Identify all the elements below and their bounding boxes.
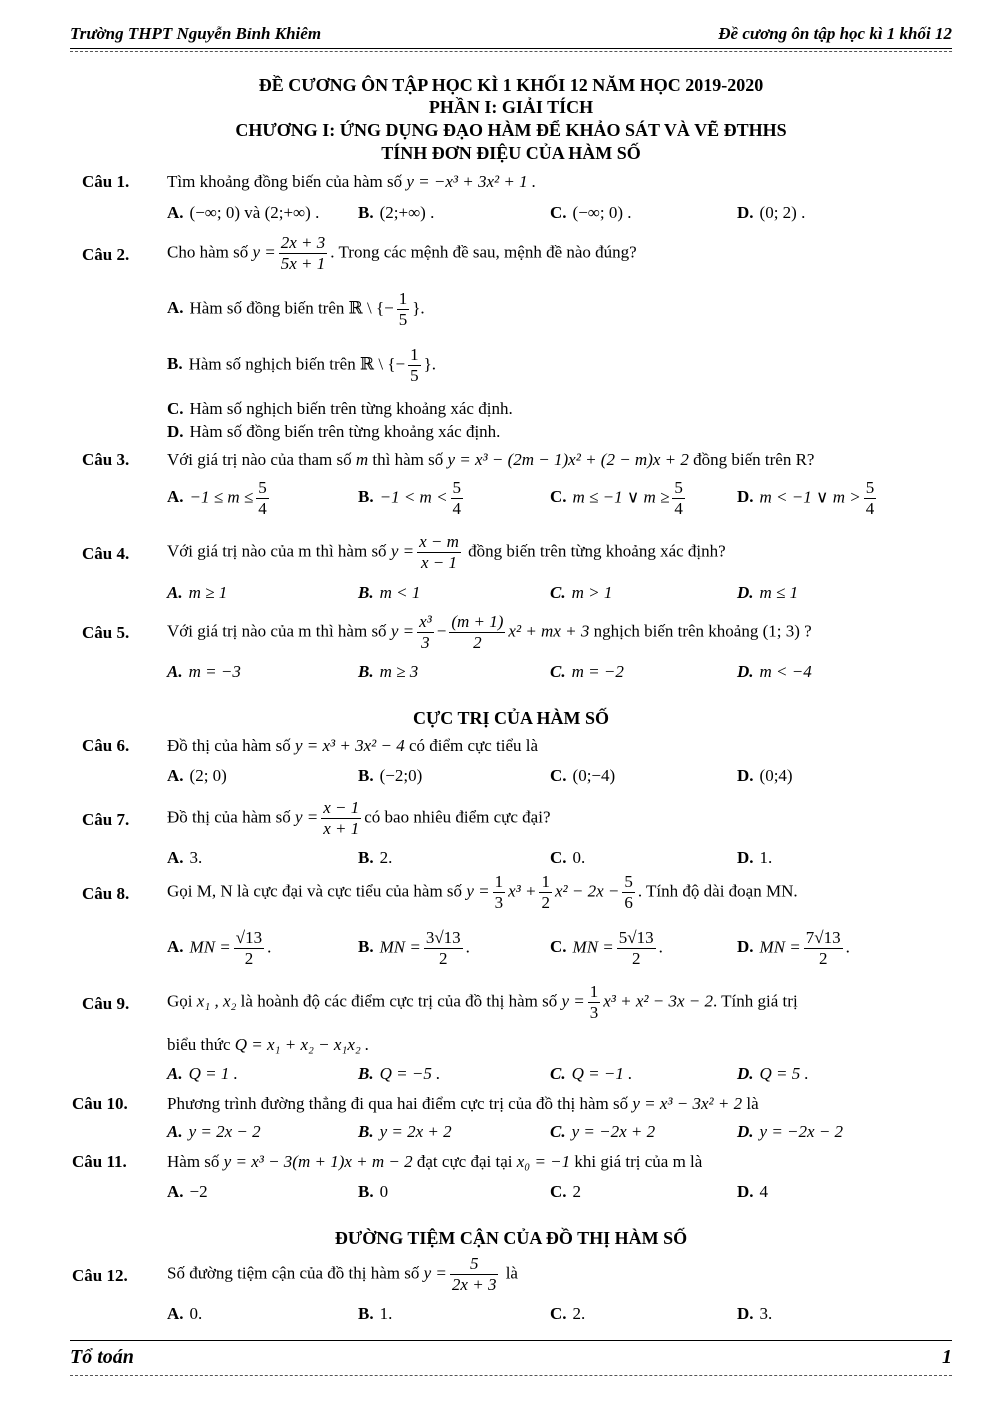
option-a[interactable]: A. −1 ≤ m ≤ $\frac{5}{4}$ (167, 478, 267, 518)
option-d[interactable]: D. 1. (737, 848, 773, 867)
option-b[interactable]: B. y = 2x + 2 (358, 1122, 452, 1141)
option-c[interactable]: C. m ≤ −1 ∨ m ≥ $\frac{5}{4}$ (550, 478, 683, 518)
option-b[interactable]: B. m ≥ 3 (358, 662, 419, 681)
fraction: $\frac{2x + 3}{5x + 1}$ (280, 233, 326, 273)
footer-divider (70, 1340, 952, 1341)
option-d[interactable]: D. m ≤ 1 (737, 583, 799, 602)
option-b[interactable]: B. −1 < m < $\frac{5}{4}$ (358, 478, 462, 518)
question-text: Tìm khoảng đồng biến của hàm số (167, 172, 403, 191)
option-d[interactable]: D. m < −4 (737, 662, 812, 681)
option-b[interactable]: B. Q = −5 . (358, 1064, 441, 1083)
question-number: Câu 4. (82, 544, 130, 563)
option-b[interactable]: B. 2. (358, 848, 393, 867)
option-d[interactable]: D. (0; 2) . (737, 203, 806, 222)
option-b[interactable]: B. (−2;0) (358, 766, 423, 785)
option-b[interactable]: B. (2;+∞) . (358, 203, 435, 222)
question-number: Câu 10. (72, 1094, 128, 1113)
option-d[interactable]: D. (0;4) (737, 766, 793, 785)
option-a[interactable]: A. y = 2x − 2 (167, 1122, 261, 1141)
question-number: Câu 5. (82, 623, 130, 642)
option-c[interactable]: C. Hàm số nghịch biến trên từng khoảng xác định. (167, 399, 513, 418)
option-d[interactable]: D. 3. (737, 1304, 773, 1323)
option-a[interactable]: A. (−∞; 0) và (2;+∞) . (167, 203, 320, 222)
option-a[interactable]: A. −2 (167, 1182, 208, 1201)
question-number: Câu 9. (82, 994, 130, 1013)
section-title-monotonic: TÍNH ĐƠN ĐIỆU CỦA HÀM SỐ (381, 143, 641, 163)
formula: y = −x³ + 3x² + 1 . (406, 172, 537, 191)
option-c[interactable]: C. Q = −1 . (550, 1064, 633, 1083)
option-a[interactable]: A. m = −3 (167, 662, 241, 681)
option-a[interactable]: A. (2; 0) (167, 766, 227, 785)
page-header (70, 24, 952, 49)
school-name: Trường THPT Nguyễn Bỉnh Khiêm (70, 24, 322, 43)
question-number: Câu 3. (82, 450, 130, 469)
option-b[interactable]: B. 1. (358, 1304, 393, 1323)
option-a[interactable]: A. m ≥ 1 (167, 583, 228, 602)
option-d[interactable]: D. m < −1 ∨ m > $\frac{5}{4}$ (737, 478, 875, 518)
part-title: PHẦN I: GIẢI TÍCH (428, 97, 594, 117)
option-c[interactable]: C. (−∞; 0) . (550, 203, 632, 222)
footer-dashed-line (70, 1375, 952, 1376)
option-c[interactable]: C. (0;−4) (550, 766, 616, 785)
option-c[interactable]: C. 0. (550, 848, 586, 867)
page-number: 1 (942, 1346, 952, 1368)
option-c[interactable]: C. m = −2 (550, 662, 624, 681)
option-c[interactable]: C. 2. (550, 1304, 586, 1323)
header-divider (70, 51, 952, 52)
option-c[interactable]: C. MN = $\frac{5√13}{2}$ . (550, 928, 663, 968)
chapter-title: CHƯƠNG I: ỨNG DỤNG ĐẠO HÀM ĐỂ KHẢO SÁT VÀ VẼ ĐTHHS (235, 120, 787, 140)
option-d[interactable]: D. Q = 5 . (737, 1064, 809, 1083)
option-c[interactable]: C. m > 1 (550, 583, 613, 602)
option-a[interactable]: A. Q = 1 . (167, 1064, 238, 1083)
option-a[interactable]: A. Hàm số đồng biến trên ℝ \ {− $\frac{1}{5}$ }. (167, 289, 425, 329)
question-number: Câu 8. (82, 884, 130, 903)
option-a[interactable]: A. 3. (167, 848, 203, 867)
option-a[interactable]: A. 0. (167, 1304, 203, 1323)
doc-title: ĐỀ CƯƠNG ÔN TẬP HỌC KÌ 1 KHỐI 12 NĂM HỌC 2019-2020 (258, 75, 764, 95)
question-number: Câu 6. (82, 736, 130, 755)
option-b[interactable]: B. Hàm số nghịch biến trên ℝ \ {− $\frac{1}{5}$ }. (167, 345, 437, 385)
question-number: Câu 2. (82, 245, 130, 264)
option-b[interactable]: B. 0 (358, 1182, 389, 1201)
question-number: Câu 1. (82, 172, 130, 191)
option-b[interactable]: B. m < 1 (358, 583, 421, 602)
option-c[interactable]: C. 2 (550, 1182, 582, 1201)
section-title-asymptotes: ĐƯỜNG TIỆM CẬN CỦA ĐỒ THỊ HÀM SỐ (334, 1228, 688, 1248)
option-d[interactable]: D. 4 (737, 1182, 769, 1201)
question-number: Câu 11. (72, 1152, 127, 1171)
option-d[interactable]: D. MN = $\frac{7√13}{2}$ . (737, 928, 850, 968)
option-d[interactable]: D. y = −2x − 2 (737, 1122, 844, 1141)
department-name: Tổ toán (70, 1346, 134, 1368)
question-number: Câu 7. (82, 810, 130, 829)
question-number: Câu 12. (72, 1266, 128, 1285)
section-title-extrema: CỰC TRỊ CỦA HÀM SỐ (412, 708, 609, 728)
option-a[interactable]: A. MN = $\frac{√13}{2}$ . (167, 928, 272, 968)
page-footer (70, 1346, 952, 1369)
option-d[interactable]: D. Hàm số đồng biến trên từng khoảng xác định. (167, 422, 501, 441)
document-name: Đề cương ôn tập học kì 1 khối 12 (718, 24, 952, 43)
option-b[interactable]: B. MN = $\frac{3√13}{2}$ . (358, 928, 470, 968)
option-c[interactable]: C. y = −2x + 2 (550, 1122, 656, 1141)
